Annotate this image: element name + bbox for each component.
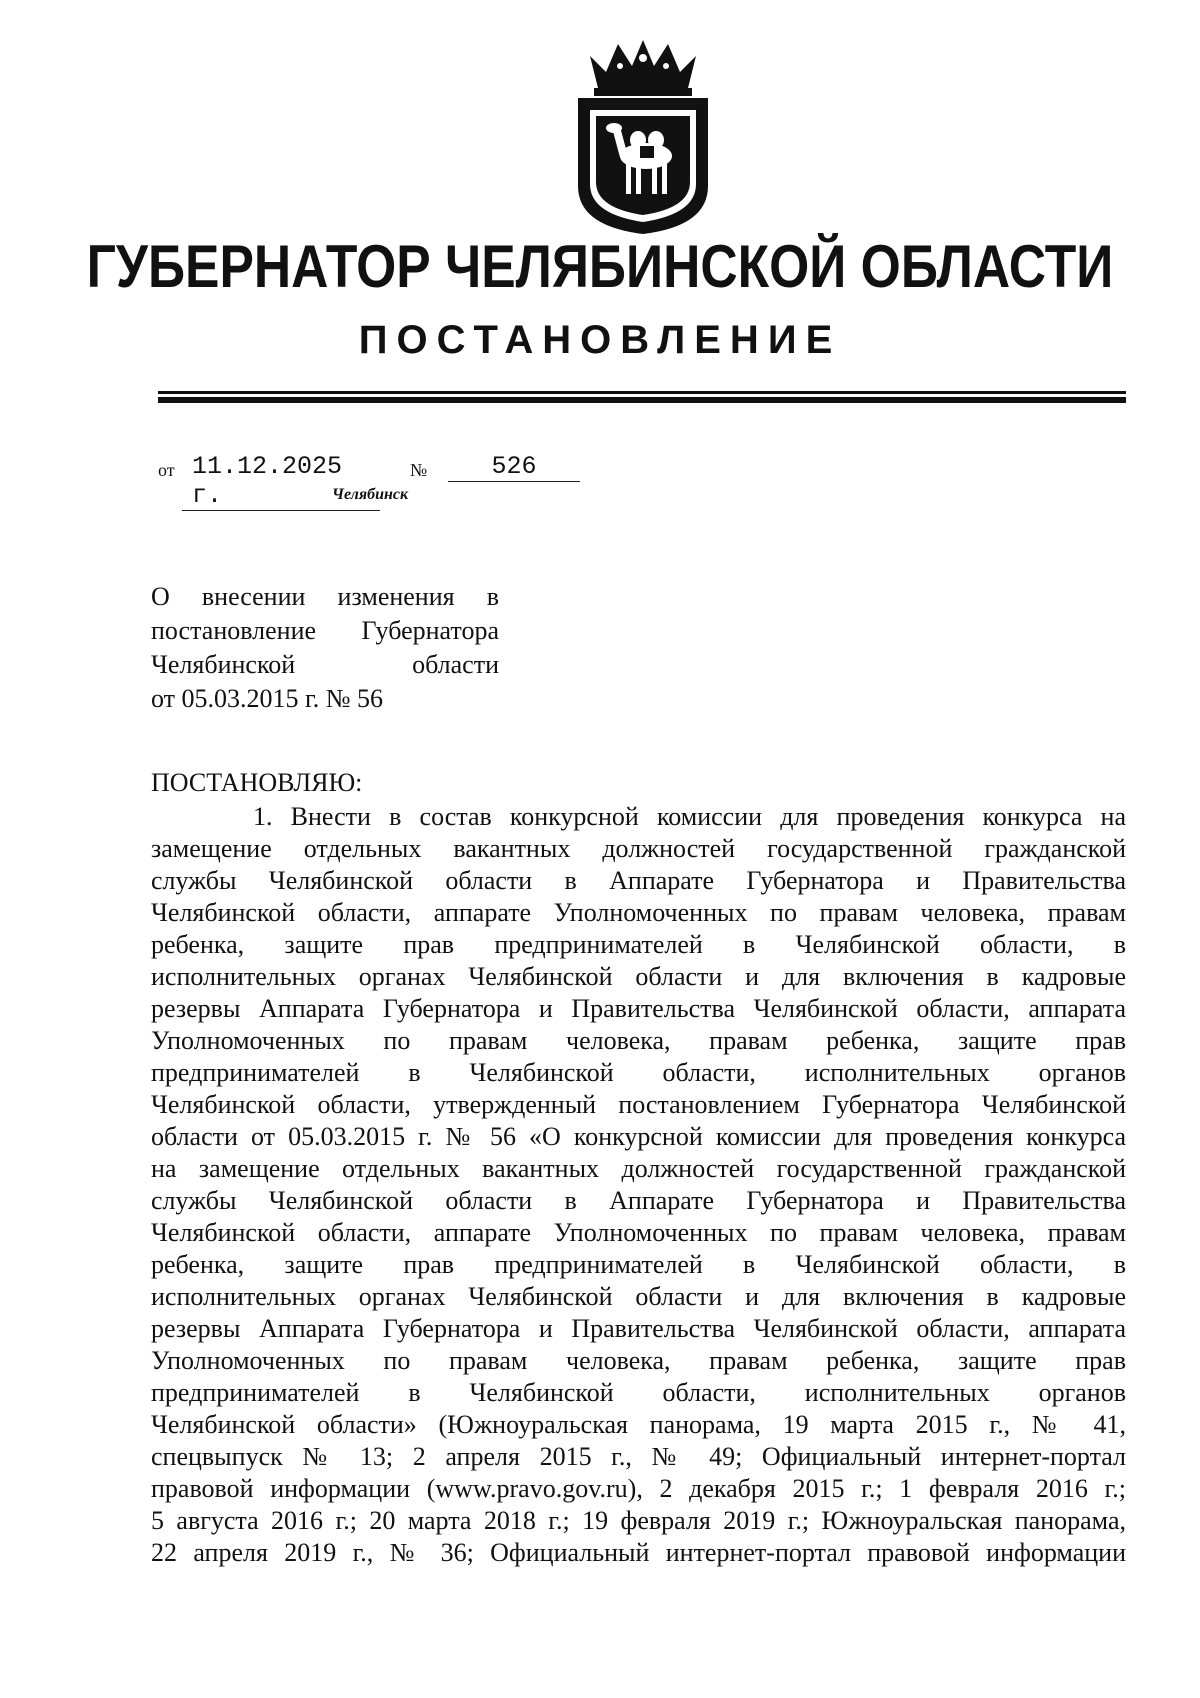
body-line: 1. Внести в состав конкурсной комиссии для проведения конкурса на: [253, 802, 1126, 831]
body-line: Уполномоченных по правам человека, правам ребенка, защите прав: [151, 1346, 1126, 1375]
body-line: службы Челябинской области в Аппарате Губернатора и Правительства: [151, 1186, 1126, 1215]
body-line: 5 августа 2016 г.; 20 марта 2018 г.; 19 февраля 2019 г.; Южноуральская панорама,: [151, 1506, 1126, 1535]
body-line: правовой информации (www.pravo.gov.ru), 2 декабря 2015 г.; 1 февраля 2016 г.;: [151, 1474, 1126, 1503]
subject-line: Челябинской области: [151, 650, 499, 679]
number-sign: №: [410, 460, 428, 480]
body-line: Челябинской области, утвержденный постановлением Губернатора Челябинской: [151, 1090, 1126, 1119]
body-line: Уполномоченных по правам человека, правам ребенка, защите прав: [151, 1026, 1126, 1055]
chelyabinsk-coat-of-arms-icon: [568, 36, 718, 236]
body-line: службы Челябинской области в Аппарате Губернатора и Правительства: [151, 866, 1126, 895]
document-number: 526: [448, 452, 580, 482]
body-line: предпринимателей в Челябинской области, исполнительных органов: [151, 1058, 1126, 1087]
body-line: ребенка, защите прав предпринимателей в Челябинской области, в: [151, 1250, 1126, 1279]
body-line: Челябинской области, аппарате Уполномоченных по правам человека, правам: [151, 1218, 1126, 1247]
body-line: 22 апреля 2019 г., № 36; Официальный интернет-портал правовой информации: [151, 1538, 1126, 1567]
body-line: исполнительных органах Челябинской области и для включения в кадровые: [151, 1282, 1126, 1311]
body-line: спецвыпуск № 13; 2 апреля 2015 г., № 49; Официальный интернет-портал: [151, 1442, 1126, 1471]
date-prefix: от: [158, 460, 175, 480]
body-line: ребенка, защите прав предпринимателей в Челябинской области, в: [151, 930, 1126, 959]
document-city: Челябинск: [332, 486, 409, 503]
authority-title: ГУБЕРНАТОР ЧЕЛЯБИНСКОЙ ОБЛАСТИ: [86, 233, 1114, 300]
body-line: предпринимателей в Челябинской области, исполнительных органов: [151, 1378, 1126, 1407]
header-divider-thin: [158, 391, 1126, 394]
body-line: области от 05.03.2015 г. № 56 «О конкурсной комиссии для проведения конкурса: [151, 1122, 1126, 1151]
body-line: Челябинской области, аппарате Уполномоченных по правам человека, правам: [151, 898, 1126, 927]
document-subject: [151, 580, 499, 716]
body-line: замещение отдельных вакантных должностей государственной гражданской: [151, 834, 1126, 863]
subject-line: от 05.03.2015 г. № 56: [151, 684, 384, 713]
body-line: резервы Аппарата Губернатора и Правительства Челябинской области, аппарата: [151, 1314, 1126, 1343]
document-date: 11.12.2025 г.: [182, 452, 380, 511]
subject-line: постановление Губернатора: [151, 616, 499, 645]
body-line: на замещение отдельных вакантных должностей государственной гражданской: [151, 1154, 1126, 1183]
body-line: Челябинской области» (Южноуральская панорама, 19 марта 2015 г., № 41,: [151, 1410, 1126, 1439]
document-type: ПОСТАНОВЛЕНИЕ: [358, 318, 842, 362]
document-body: [151, 801, 1126, 1569]
body-line: резервы Аппарата Губернатора и Правительства Челябинской области, аппарата: [151, 994, 1126, 1023]
subject-line: О внесении изменения в: [151, 582, 499, 611]
header-divider-thick: [158, 397, 1126, 403]
resolve-heading: ПОСТАНОВЛЯЮ:: [151, 768, 363, 797]
body-line: исполнительных органах Челябинской области и для включения в кадровые: [151, 962, 1126, 991]
